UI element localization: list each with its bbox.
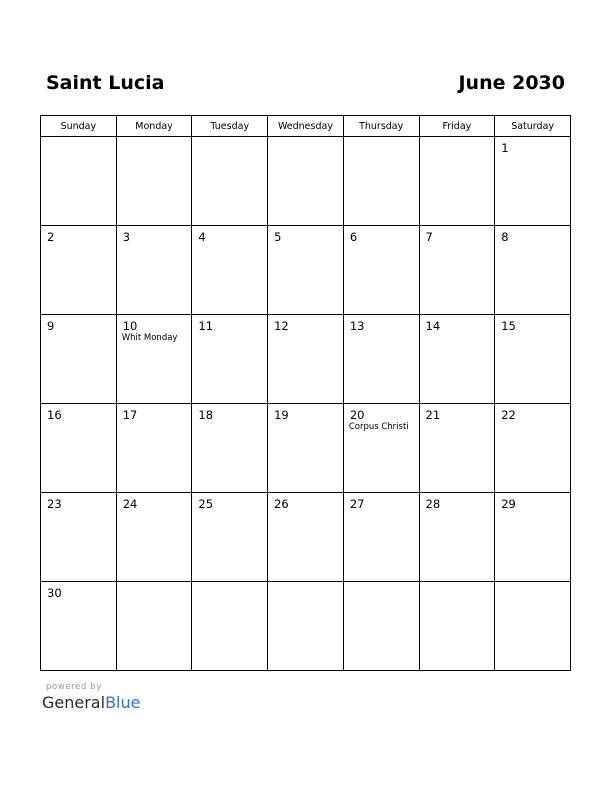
day-number: 17	[122, 408, 138, 422]
week-row	[41, 493, 571, 582]
day-cell	[419, 226, 495, 315]
day-number: 5	[274, 230, 282, 244]
empty-day-cell	[116, 582, 192, 671]
generalblue-logo[interactable]	[42, 693, 140, 712]
weekday-thursday: Thursday	[343, 116, 419, 137]
day-cell	[268, 493, 344, 582]
day-number: 12	[274, 319, 289, 333]
day-number: 11	[198, 319, 214, 333]
powered-by-text: powered by	[46, 682, 102, 692]
day-cell	[495, 493, 571, 582]
day-number: 8	[501, 230, 509, 244]
day-number: 20	[349, 408, 365, 422]
week-row	[41, 137, 571, 226]
week-row	[41, 315, 571, 404]
day-cell	[419, 315, 495, 404]
weekday-saturday: Saturday	[495, 116, 571, 137]
day-number: 29	[501, 497, 516, 511]
week-row	[41, 226, 571, 315]
day-number: 14	[425, 319, 441, 333]
weekday-sunday: Sunday	[41, 116, 117, 137]
weekday-monday: Monday	[116, 116, 192, 137]
day-cell	[268, 315, 344, 404]
day-cell	[116, 226, 192, 315]
country-title: Saint Lucia	[46, 72, 165, 94]
empty-day-cell	[268, 137, 344, 226]
day-number: 19	[274, 408, 289, 422]
weekday-header-row	[41, 116, 571, 137]
day-cell	[495, 315, 571, 404]
day-cell	[116, 404, 192, 493]
day-number: 23	[47, 497, 62, 511]
day-cell	[41, 404, 117, 493]
day-cell	[41, 493, 117, 582]
day-number: 30	[47, 586, 62, 600]
day-cell	[116, 493, 192, 582]
day-number: 1	[501, 141, 509, 155]
day-cell	[268, 226, 344, 315]
day-cell	[495, 226, 571, 315]
day-number: 4	[198, 230, 206, 244]
empty-day-cell	[343, 582, 419, 671]
day-cell	[192, 493, 268, 582]
weekday-tuesday: Tuesday	[192, 116, 268, 137]
brand-part-general: General	[42, 693, 106, 712]
week-row	[41, 404, 571, 493]
day-cell	[192, 226, 268, 315]
day-number: 24	[122, 497, 138, 511]
day-number: 26	[274, 497, 289, 511]
day-number: 3	[122, 230, 131, 244]
empty-day-cell	[343, 137, 419, 226]
day-number: 15	[501, 319, 516, 333]
day-number: 18	[198, 408, 214, 422]
brand-part-blue: Blue	[105, 693, 141, 712]
empty-day-cell	[495, 582, 571, 671]
empty-day-cell	[41, 137, 117, 226]
day-cell	[41, 315, 117, 404]
day-number: 6	[349, 230, 358, 244]
day-number: 10	[122, 319, 138, 333]
day-number: 9	[47, 319, 55, 333]
day-cell	[116, 315, 192, 404]
empty-day-cell	[116, 137, 192, 226]
day-cell	[495, 404, 571, 493]
day-number: 25	[198, 497, 214, 511]
day-number: 28	[425, 497, 441, 511]
day-cell	[343, 493, 419, 582]
day-cell	[495, 137, 571, 226]
day-cell	[268, 404, 344, 493]
day-cell	[343, 226, 419, 315]
day-number: 2	[47, 230, 55, 244]
day-number: 22	[501, 408, 516, 422]
day-cell	[343, 315, 419, 404]
day-cell	[419, 404, 495, 493]
calendar-grid	[40, 115, 571, 671]
holiday-label: Whit Monday	[121, 333, 178, 343]
holiday-label: Corpus Christi	[348, 422, 409, 432]
day-number: 16	[47, 408, 62, 422]
day-number: 21	[425, 408, 441, 422]
week-row	[41, 582, 571, 671]
day-cell	[41, 226, 117, 315]
month-title: June 2030	[458, 72, 565, 94]
empty-day-cell	[419, 137, 495, 226]
weekday-friday: Friday	[419, 116, 495, 137]
day-number: 7	[425, 230, 433, 244]
day-cell	[419, 493, 495, 582]
day-cell	[343, 404, 419, 493]
empty-day-cell	[419, 582, 495, 671]
day-cell	[192, 315, 268, 404]
day-number: 27	[349, 497, 365, 511]
empty-day-cell	[192, 137, 268, 226]
day-cell	[41, 582, 117, 671]
empty-day-cell	[268, 582, 344, 671]
empty-day-cell	[192, 582, 268, 671]
weekday-wednesday: Wednesday	[268, 116, 344, 137]
day-number: 13	[349, 319, 365, 333]
day-cell	[192, 404, 268, 493]
